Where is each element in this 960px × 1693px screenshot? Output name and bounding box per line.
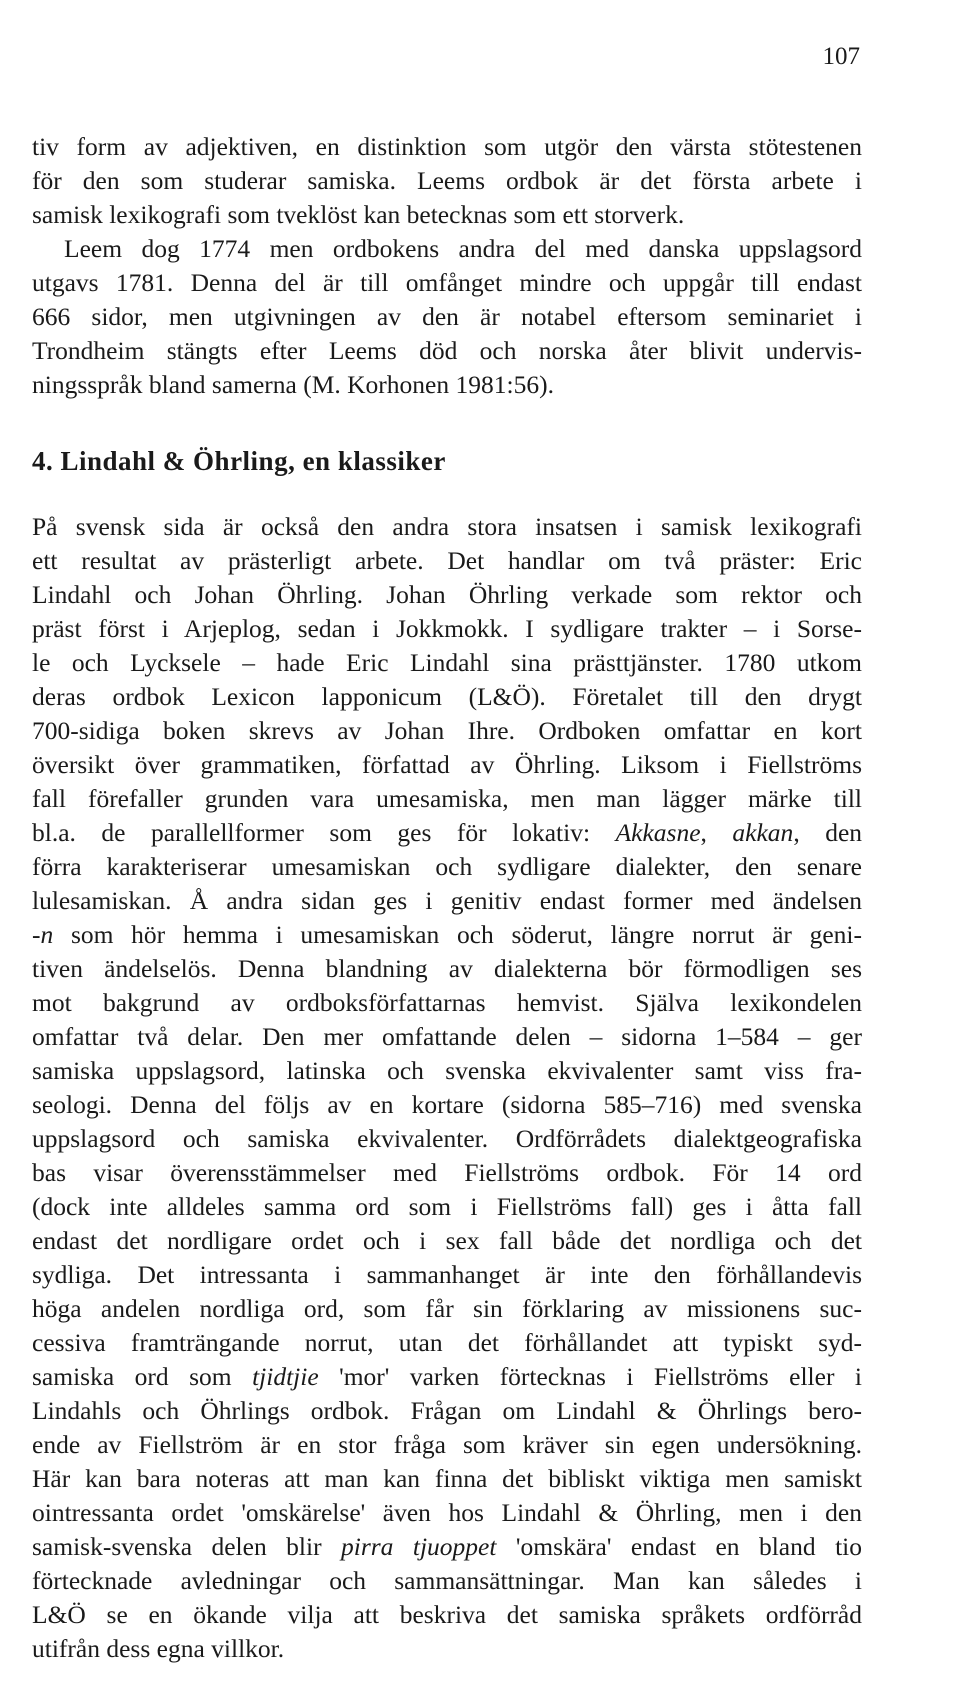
text-line xyxy=(32,918,862,952)
italic-term: tjidtjie xyxy=(252,1362,319,1391)
text-line: På svensk sida är också den andra stora insatsen i samisk lexikografi xyxy=(32,512,862,541)
text-line: omfattar två delar. Den mer omfattande delen – sidorna 1–584 – ger xyxy=(32,1022,862,1051)
paragraph xyxy=(32,510,862,1666)
text-line: sydliga. Det intressanta i sammanhanget är inte den förhållandevis xyxy=(32,1260,862,1289)
text-segment: 'omskära' endast en bland tio xyxy=(496,1532,862,1561)
paragraph xyxy=(32,130,862,402)
text-line: utgavs 1781. Denna del är till omfånget mindre och uppgår till endast xyxy=(32,268,862,297)
page-number: 107 xyxy=(822,43,860,70)
text-line: endast det nordligare ordet och i sex fall både det nordliga och det xyxy=(32,1226,862,1255)
text-line: för den som studerar samiska. Leems ordbok är det första arbete i xyxy=(32,166,862,195)
text-segment: bl.a. de parallellformer som ges för lokativ: xyxy=(32,818,616,847)
text-line: Leem dog 1774 men ordbokens andra del med danska uppslagsord xyxy=(64,234,862,263)
text-line: översikt över grammatiken, författad av Öhrling. Liksom i Fiellströms xyxy=(32,750,862,779)
text-line: mot bakgrund av ordboksförfattarnas hemvist. Själva lexikondelen xyxy=(32,988,862,1017)
text-line xyxy=(32,1360,862,1394)
text-line: Lindahl och Johan Öhrling. Johan Öhrling verkade som rektor och xyxy=(32,580,862,609)
text-line: 700-sidiga boken skrevs av Johan Ihre. Ordboken omfattar en kort xyxy=(32,716,862,745)
text-segment: samisk-svenska delen blir xyxy=(32,1532,341,1561)
text-line: bas visar överensstämmelser med Fiellströms ordbok. För 14 ord xyxy=(32,1158,862,1187)
text-line: ett resultat av prästerligt arbete. Det handlar om två präster: Eric xyxy=(32,546,862,575)
text-line: lulesamiskan. Å andra sidan ges i genitiv endast former med ändelsen xyxy=(32,886,862,915)
text-line: fall förefaller grunden vara umesamiska, men man lägger märke till xyxy=(32,784,862,813)
italic-term: akkan xyxy=(732,818,794,847)
text-line: L&Ö se en ökande vilja att beskriva det samiska språkets ordförråd xyxy=(32,1600,862,1629)
text-segment: , den xyxy=(793,818,863,847)
text-segment: samiska ord som xyxy=(32,1362,253,1391)
text-line: (dock inte alldeles samma ord som i Fiellströms fall) ges i åtta fall xyxy=(32,1192,862,1221)
text-line: Trondheim stängts efter Leems död och norska åter blivit undervis- xyxy=(32,336,862,365)
text-line: samiska uppslagsord, latinska och svenska ekvivalenter samt viss fra- xyxy=(32,1056,862,1085)
text-line: deras ordbok Lexicon lapponicum (L&Ö). Företalet till den drygt xyxy=(32,682,862,711)
text-segment: 'mor' varken förtecknas i Fiellströms eller i xyxy=(318,1362,862,1391)
italic-term: pirra tjuoppet xyxy=(341,1532,497,1561)
text-line: ningsspråk bland samerna (M. Korhonen 1981:56). xyxy=(32,370,554,399)
italic-term: Akkasne xyxy=(615,818,701,847)
text-line xyxy=(32,816,862,850)
text-line: präst först i Arjeplog, sedan i Jokkmokk. I sydligare trakter – i Sorse- xyxy=(32,614,862,643)
text-line: tiven ändelselös. Denna blandning av dialekterna bör förmodligen ses xyxy=(32,954,862,983)
text-line: höga andelen nordliga ord, som får sin förklaring av missionens suc- xyxy=(32,1294,862,1323)
text-line: tiv form av adjektiven, en distinktion som utgör den värsta stötestenen xyxy=(32,132,862,161)
text-line: förra karakteriserar umesamiskan och sydligare dialekter, den senare xyxy=(32,852,862,881)
text-line: Här kan bara noteras att man kan finna det bibliskt viktiga men samiskt xyxy=(32,1464,862,1493)
text-segment: , xyxy=(700,818,733,847)
section-heading: 4. Lindahl & Öhrling, en klassiker xyxy=(32,446,446,476)
italic-term: -n xyxy=(32,920,54,949)
text-line: ointressanta ordet 'omskärelse' även hos Lindahl & Öhrling, men i den xyxy=(32,1498,862,1527)
text-line xyxy=(32,1530,862,1564)
text-line: utifrån dess egna villkor. xyxy=(32,1634,285,1663)
text-line: Lindahls och Öhrlings ordbok. Frågan om Lindahl & Öhrlings bero- xyxy=(32,1396,862,1425)
text-segment: som hör hemma i umesamiskan och söderut, längre norrut är geni- xyxy=(53,920,862,949)
text-line: seologi. Denna del följs av en kortare (sidorna 585–716) med svenska xyxy=(32,1090,862,1119)
text-line: cessiva framträngande norrut, utan det förhållandet att typiskt syd- xyxy=(32,1328,862,1357)
text-line: uppslagsord och samiska ekvivalenter. Ordförrådets dialektgeografiska xyxy=(32,1124,862,1153)
text-line: 666 sidor, men utgivningen av den är notabel eftersom seminariet i xyxy=(32,302,862,331)
text-line: förtecknade avledningar och sammansättningar. Man kan således i xyxy=(32,1566,862,1595)
text-line: le och Lycksele – hade Eric Lindahl sina prästtjänster. 1780 utkom xyxy=(32,648,862,677)
text-line: ende av Fiellström är en stor fråga som kräver sin egen undersökning. xyxy=(32,1430,862,1459)
text-line: samisk lexikografi som tveklöst kan betecknas som ett storverk. xyxy=(32,200,685,229)
